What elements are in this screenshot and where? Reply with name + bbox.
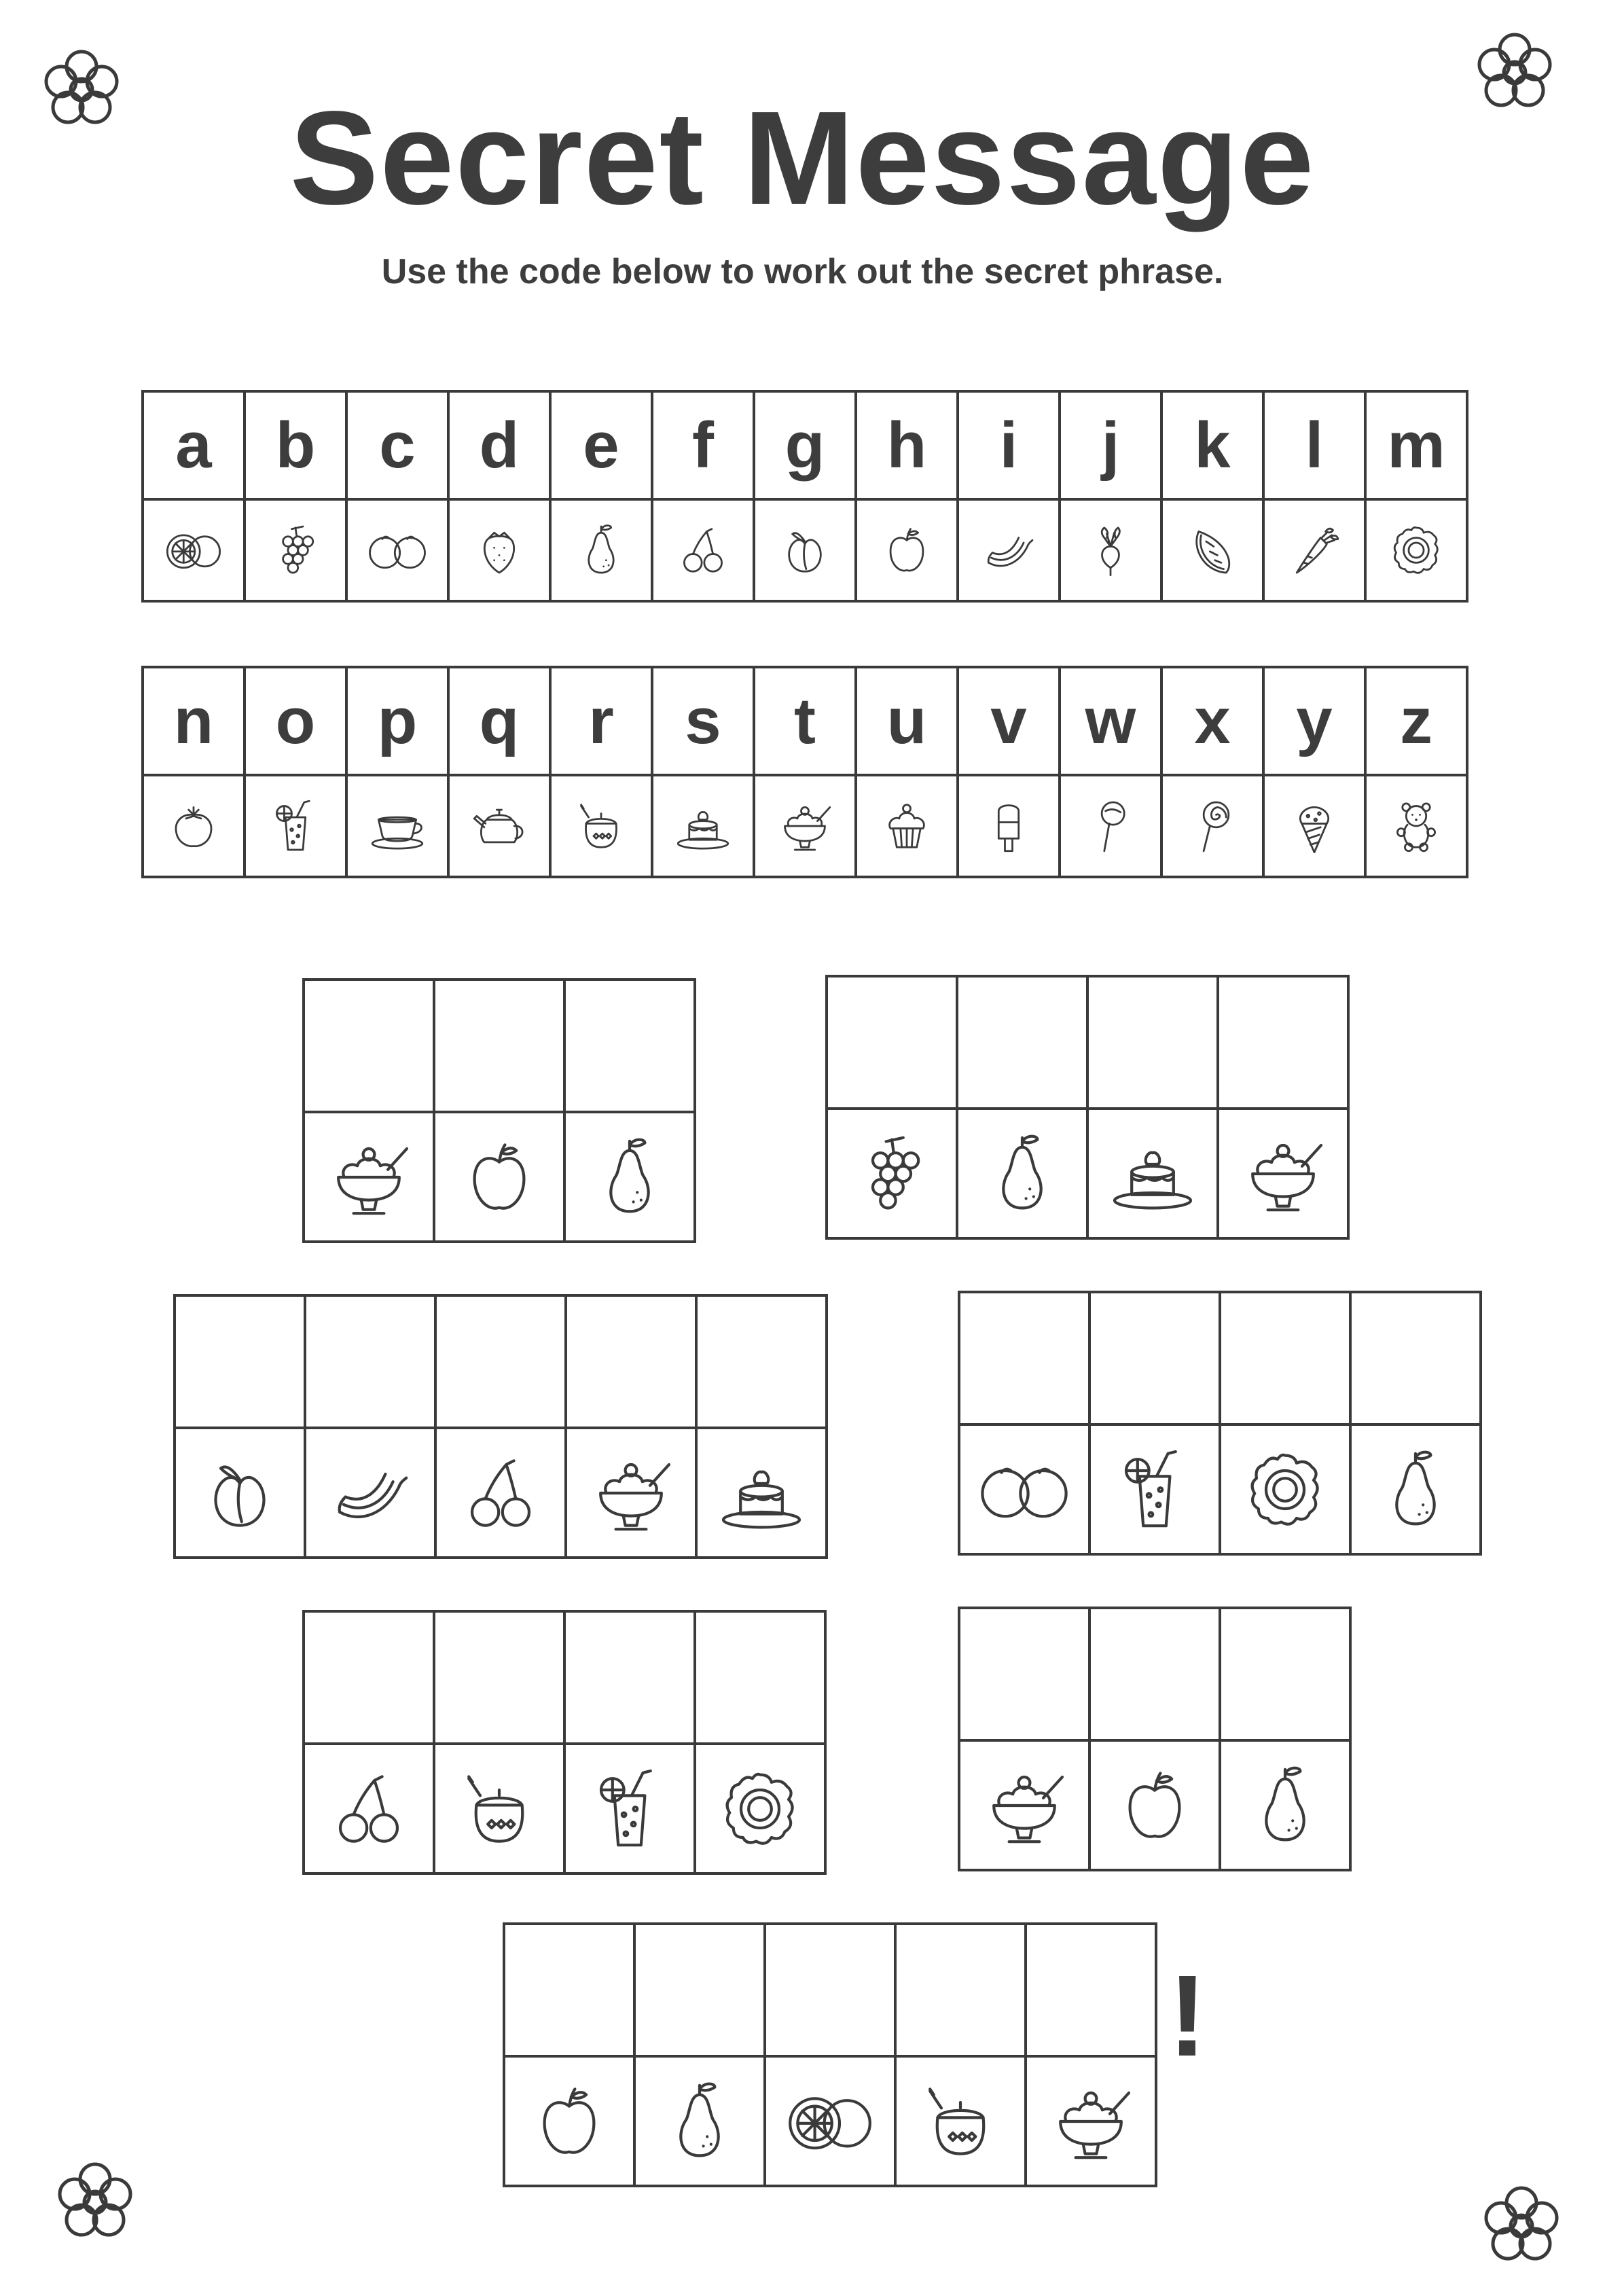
code-letter: v (959, 668, 1058, 776)
answer-box[interactable] (636, 1925, 763, 2058)
puzzle-cell (695, 1294, 828, 1559)
flower-cookie-icon (696, 1745, 824, 1872)
puzzle-cell (564, 1294, 698, 1559)
code-key-cell (956, 666, 1061, 878)
puzzle-cell (503, 1922, 636, 2187)
pear-icon (552, 501, 651, 600)
popsicle-icon (959, 776, 1058, 876)
answer-box[interactable] (960, 1293, 1088, 1426)
answer-box[interactable] (176, 1297, 304, 1429)
tomato-icon (144, 776, 243, 876)
puzzle-cell (434, 1294, 567, 1559)
instructions: Use the code below to work out the secret phrase. (381, 252, 1224, 291)
bananas-icon (306, 1429, 434, 1556)
ice-cream-cone-icon (1265, 776, 1364, 876)
code-letter: u (857, 668, 956, 776)
code-letter: f (653, 393, 753, 501)
answer-box[interactable] (566, 1613, 693, 1745)
answer-box[interactable] (1352, 1293, 1479, 1426)
sugar-bowl-icon (897, 2058, 1024, 2185)
puzzle-cell (1024, 1922, 1157, 2187)
sundae-icon (1027, 2058, 1155, 2185)
radish-icon (1061, 501, 1160, 600)
grapes-icon (246, 501, 345, 600)
code-letter: e (552, 393, 651, 501)
flower-decoration-icon (54, 2160, 136, 2242)
puzzle-cell (1219, 1291, 1352, 1556)
puzzle-word (302, 1610, 827, 1875)
answer-box[interactable] (1221, 1293, 1349, 1426)
apple-icon (1091, 1742, 1219, 1869)
code-letter: g (755, 393, 854, 501)
code-key-cell (1262, 666, 1367, 878)
code-letter: h (857, 393, 956, 501)
code-key-cell (1058, 666, 1163, 878)
code-letter: o (246, 668, 345, 776)
puzzle-cell (563, 1610, 696, 1875)
code-letter: p (348, 668, 447, 776)
code-letter: k (1163, 393, 1262, 501)
code-key-cell (243, 390, 348, 603)
code-key-cell (854, 390, 959, 603)
answer-box[interactable] (897, 1925, 1024, 2058)
answer-box[interactable] (305, 1613, 433, 1745)
code-key-cell (447, 390, 552, 603)
grapes-icon (828, 1110, 956, 1237)
strawberry-icon (450, 501, 549, 600)
puzzle-cell (433, 1610, 566, 1875)
apple-icon (857, 501, 956, 600)
answer-box[interactable] (766, 1925, 894, 2058)
code-letter: d (450, 393, 549, 501)
puzzle-cell (433, 978, 566, 1243)
code-letter: c (348, 393, 447, 501)
answer-box[interactable] (1219, 977, 1347, 1110)
sundae-icon (567, 1429, 695, 1556)
pear-icon (566, 1113, 693, 1240)
flower-cookie-icon (1221, 1426, 1349, 1553)
puzzle-cell (763, 1922, 897, 2187)
code-letter: w (1061, 668, 1160, 776)
answer-box[interactable] (567, 1297, 695, 1429)
code-key-cell (1364, 666, 1468, 878)
code-letter: a (144, 393, 243, 501)
puzzle-cell (956, 975, 1089, 1240)
puzzle-cell (302, 1610, 435, 1875)
cake-icon (1089, 1110, 1216, 1237)
lollipop-swirl-icon (1163, 776, 1262, 876)
code-letter: n (144, 668, 243, 776)
code-letter: z (1367, 668, 1466, 776)
flower-decoration-icon (1481, 2184, 1562, 2265)
code-letter: q (450, 668, 549, 776)
puzzle-cell (1088, 1291, 1221, 1556)
orange-half-icon (766, 2058, 894, 2185)
code-letter: j (1061, 393, 1160, 501)
puzzle-word (825, 975, 1350, 1240)
puzzle-cell (825, 975, 958, 1240)
code-key-cell (753, 390, 857, 603)
puzzle-word (503, 1922, 1157, 2187)
bananas-icon (959, 501, 1058, 600)
code-key-cell (141, 666, 246, 878)
code-letter: t (755, 668, 854, 776)
puzzle-cell (958, 1607, 1091, 1871)
puzzle-cell (1219, 1607, 1352, 1871)
peach-icon (176, 1429, 304, 1556)
apple-icon (505, 2058, 633, 2185)
page-title: Secret Message (289, 84, 1316, 232)
code-key-cell (549, 390, 653, 603)
sundae-icon (960, 1742, 1088, 1869)
pear-icon (1352, 1426, 1479, 1553)
puzzle-cell (302, 978, 435, 1243)
code-letter: l (1265, 393, 1364, 501)
melon-slice-icon (1163, 501, 1262, 600)
code-key-row (141, 666, 1468, 878)
answer-box[interactable] (566, 981, 693, 1113)
code-key-cell (345, 666, 450, 878)
code-key-cell (1058, 390, 1163, 603)
code-key-cell (1364, 390, 1468, 603)
puzzle-word (302, 978, 696, 1243)
code-letter: b (246, 393, 345, 501)
oranges-icon (348, 501, 447, 600)
answer-box[interactable] (1221, 1609, 1349, 1742)
cake-icon (653, 776, 753, 876)
cake-icon (698, 1429, 825, 1556)
code-letter: x (1163, 668, 1262, 776)
cherries-icon (305, 1745, 433, 1872)
code-key-cell (1160, 390, 1265, 603)
puzzle-cell (304, 1294, 437, 1559)
code-key-cell (651, 390, 755, 603)
answer-box[interactable] (435, 981, 563, 1113)
puzzle-cell (1086, 975, 1219, 1240)
sugar-bowl-icon (435, 1745, 563, 1872)
code-key-cell (753, 666, 857, 878)
answer-box[interactable] (435, 1613, 563, 1745)
code-key-cell (243, 666, 348, 878)
teddy-bear-icon (1367, 776, 1466, 876)
answer-box[interactable] (305, 981, 433, 1113)
cherries-icon (653, 501, 753, 600)
code-key-cell (1262, 390, 1367, 603)
code-key-cell (345, 390, 450, 603)
answer-box[interactable] (1089, 977, 1216, 1110)
answer-box[interactable] (960, 1609, 1088, 1742)
answer-box[interactable] (505, 1925, 633, 2058)
puzzle-cell (894, 1922, 1027, 2187)
puzzle-cell (1349, 1291, 1482, 1556)
flower-cookie-icon (1367, 501, 1466, 600)
puzzle-cell (693, 1610, 827, 1875)
puzzle-word (958, 1607, 1352, 1871)
puzzle-cell (1216, 975, 1350, 1240)
code-key-cell (956, 390, 1061, 603)
puzzle-cell (958, 1291, 1091, 1556)
code-key-cell (141, 390, 246, 603)
teapot-icon (450, 776, 549, 876)
puzzle-cell (563, 978, 696, 1243)
code-key-cell (854, 666, 959, 878)
puzzle-cell (173, 1294, 306, 1559)
code-key-cell (1160, 666, 1265, 878)
pear-icon (1221, 1742, 1349, 1869)
pear-icon (958, 1110, 1086, 1237)
peach-icon (755, 501, 854, 600)
exclamation-mark: ! (1168, 1952, 1207, 2081)
sundae-icon (755, 776, 854, 876)
juice-glass-icon (566, 1745, 693, 1872)
teacup-icon (348, 776, 447, 876)
pear-icon (636, 2058, 763, 2185)
code-key-cell (447, 666, 552, 878)
answer-box[interactable] (1091, 1293, 1219, 1426)
puzzle-cell (633, 1922, 766, 2187)
code-letter: i (959, 393, 1058, 501)
sundae-icon (1219, 1110, 1347, 1237)
orange-half-icon (144, 501, 243, 600)
answer-box[interactable] (306, 1297, 434, 1429)
code-letter: y (1265, 668, 1364, 776)
code-key-row (141, 390, 1468, 603)
cherries-icon (437, 1429, 564, 1556)
answer-box[interactable] (1027, 1925, 1155, 2058)
code-letter: r (552, 668, 651, 776)
oranges-icon (960, 1426, 1088, 1553)
answer-box[interactable] (1091, 1609, 1219, 1742)
sugar-bowl-icon (552, 776, 651, 876)
lollipop-round-icon (1061, 776, 1160, 876)
puzzle-cell (1088, 1607, 1221, 1871)
answer-box[interactable] (437, 1297, 564, 1429)
puzzle-word (958, 1291, 1482, 1556)
answer-box[interactable] (958, 977, 1086, 1110)
juice-glass-icon (246, 776, 345, 876)
sundae-icon (305, 1113, 433, 1240)
code-letter: m (1367, 393, 1466, 501)
answer-box[interactable] (828, 977, 956, 1110)
carrot-icon (1265, 501, 1364, 600)
code-letter: s (653, 668, 753, 776)
puzzle-word (173, 1294, 828, 1559)
juice-glass-icon (1091, 1426, 1219, 1553)
answer-box[interactable] (696, 1613, 824, 1745)
answer-box[interactable] (698, 1297, 825, 1429)
cupcake-icon (857, 776, 956, 876)
code-key-cell (549, 666, 653, 878)
apple-icon (435, 1113, 563, 1240)
code-key-cell (651, 666, 755, 878)
